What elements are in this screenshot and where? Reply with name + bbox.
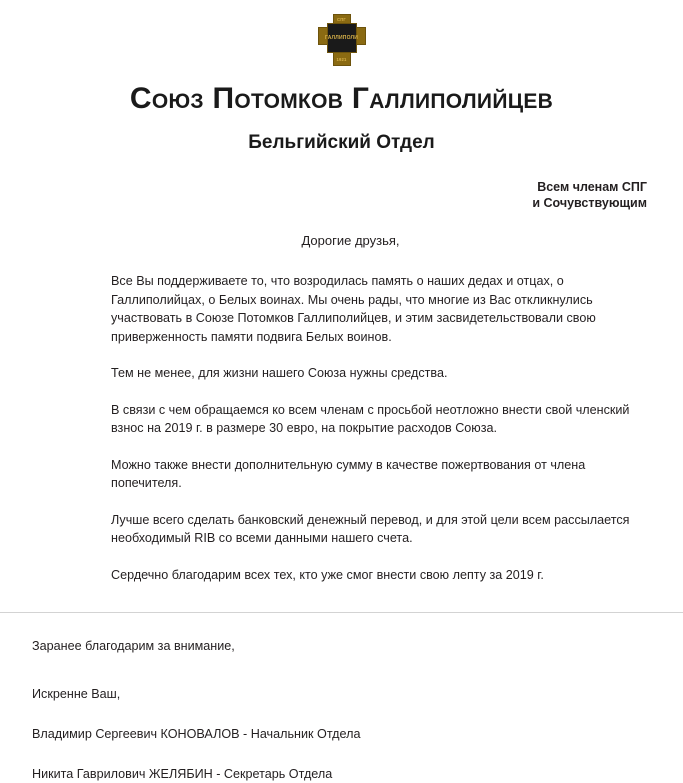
salutation: Дорогие друзья, bbox=[301, 233, 400, 248]
signer-name-2: Никита Гаврилович ЖЕЛЯБИН - Секретарь Отдела bbox=[32, 767, 333, 781]
letter-paragraph: Все Вы поддерживаете то, что возродилась память о наших дедах и отцах, о Галлиполийцах, о Белых воинах. Мы очень рады, что многие из Вас откликнулись участвовать в Союзе Потомков Галлиполийцев, и этим засвидетельствовали свою приверженность памяти подвига Белых воинов. bbox=[111, 274, 596, 344]
emblem-text-middle: ГАЛЛИПОЛИ bbox=[324, 35, 359, 41]
signature-block bbox=[0, 613, 683, 783]
signer-name-1: Владимир Сергеевич КОНОВАЛОВ - Начальник Отдела bbox=[32, 727, 361, 741]
emblem-container bbox=[0, 0, 683, 66]
emblem-text-bottom: 1921 bbox=[336, 57, 347, 62]
letter-paragraph: В связи с чем обращаемся ко всем членам с просьбой неотложно внести свой членский взнос на 2019 г. в размере 30 евро, на покрытие расходов Союза. bbox=[111, 402, 630, 435]
page-title: Союз Потомков Галлиполийцев bbox=[129, 82, 554, 115]
letter-paragraph: Лучше всего сделать банковский денежный перевод, и для этой цели всем рассылается необходимый RIB со всеми данными нашего счета. bbox=[111, 512, 630, 545]
letter-paragraph: Можно также внести дополнительную сумму в качестве пожертвования от члена попечителя. bbox=[111, 457, 586, 490]
letter-paragraph: Сердечно благодарим всех тех, кто уже смог внести свою лепту за 2019 г. bbox=[111, 567, 544, 582]
addressee-block bbox=[0, 179, 683, 211]
closing-yours: Искренне Ваш, bbox=[32, 687, 121, 701]
closing-thanks: Заранее благодарим за внимание, bbox=[32, 639, 235, 653]
emblem-text-top: СПГ bbox=[336, 17, 346, 22]
page-subtitle: Бельгийский Отдел bbox=[248, 132, 435, 153]
addressee-line-1: Всем членам СПГ bbox=[537, 180, 647, 194]
letter-paragraph: Тем не менее, для жизни нашего Союза нужны средства. bbox=[111, 366, 448, 380]
gallipoli-cross-emblem bbox=[318, 14, 366, 66]
letter-body bbox=[53, 272, 630, 584]
addressee-line-2: и Сочувствующим bbox=[532, 196, 647, 210]
